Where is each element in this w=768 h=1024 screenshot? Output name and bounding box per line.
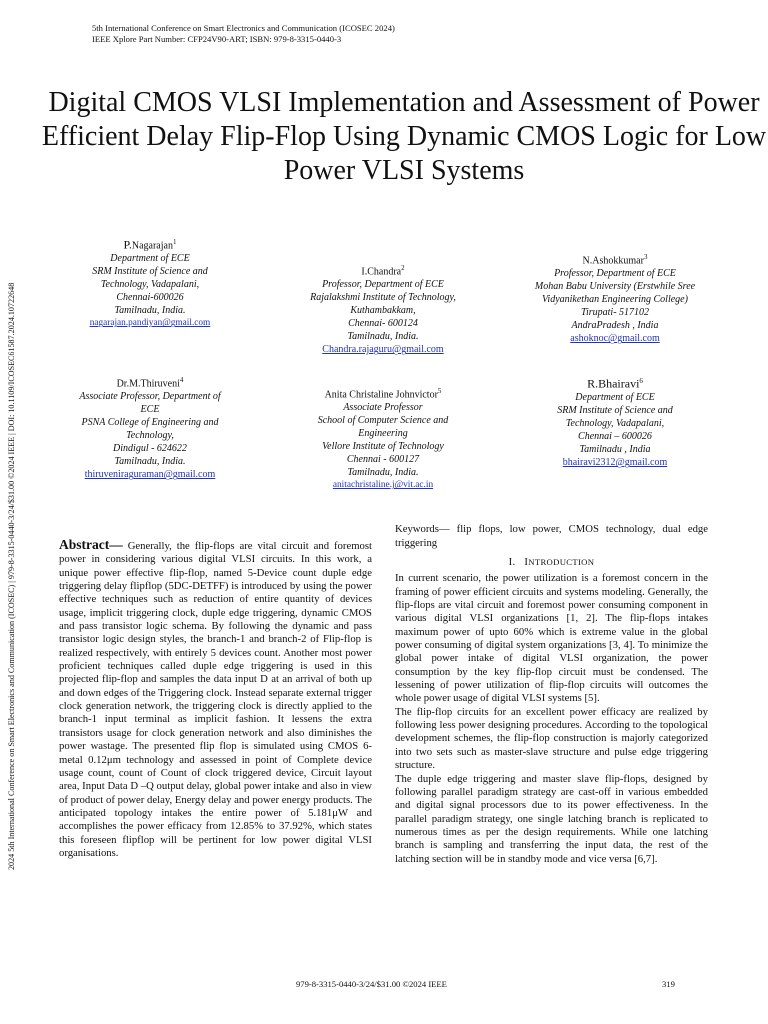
- author-name: P.Nagarajan$^1$: [123, 237, 177, 252]
- author-block-3: [515, 251, 715, 345]
- author-email-link[interactable]: Chandra.rajaguru@gmail.com: [322, 344, 444, 356]
- abstract-text: Generally, the flip-flops are vital circuit and foremost power in considering various digital VLSI circuits. In this work, a unique power effective flip-flop, named 5-Device count duple edge triggering delay flipflop (5DC-DETFF) is introduced by using the power effective techniques such as reduction of entire quantity of devices usage, implicit triggering clock, duple edge triggering, dynamic CMOS and pass transistor logic schema. By following the dynamic and pass transistor logic design styles, the branch-1 and branch-2 of Flip-flop is realized respectively, with entirely 5 devices count. Another most power proficient techniques called duple edge triggering is used in this projected flip-flop and samples the data input D at an arrival of both up and down edges of the Triggering clock. Instead separate external trigger clock generation network, the triggering clock is directly applied to the branch-1 input terminal as implicit fashion. It lessens the extra transistors usage for clock generation network and also diminishes the power wastage. The presented flip flop is simulated using CMOS 6-metal 0.12μm technology and assessed in point of Complete device usage count, count of Count of clock triggered device, Circuit layout area, Input Data D –Q output delay, global power intake and also in view of product of power delay, Energy delay and power energy products. The anticipated topology intakes the entire power of 5.181μW and accomplishes the power efficacy from 12.85% to 37.92%, which states this foreseen flipflop will be pertinent for low power digital VLSI organisations.: [59, 540, 372, 859]
- author-name: Dr.M.Thiruveni$^4$: [116, 376, 184, 390]
- author-affiliation: Department of ECE SRM Institute of Science and Technology, Vadapalani, Chennai-600026 Tamilnadu, India.: [92, 253, 208, 317]
- author-name: N.Ashokkumar$^3$: [582, 253, 648, 267]
- page-number: 319: [662, 979, 675, 989]
- author-email-link[interactable]: thiruveniraguraman@gmail.com: [84, 469, 216, 481]
- author-name: Anita Christaline Johnvictor$^5$: [324, 387, 442, 401]
- intro-paragraph-1: In current scenario, the power utilization is a foremost concern in the framing of power efficient circuits and systems modeling. Generally, the flip-flops are vital circuit and foremost power consuming component in various digital VLSI organizations [1, 2]. The flip-flops intakes maximum power of upto 60% which is extreme value in the global power consuming of digital system organizations [3, 4]. To minimize the global power intake of digital VLSI organization, the power consumption by the key flip-flop circuit must be condensed. The lessening of power utilization of flip-flop circuits will outcomes the whole power usage of digital VLSI systems [5].: [395, 572, 708, 705]
- section-heading-introduction: I. INTRODUCTION: [508, 556, 595, 568]
- author-block-1: [50, 236, 250, 330]
- author-email-link[interactable]: nagarajan.pandiyan@gmail.com: [89, 318, 211, 329]
- author-affiliation: Department of ECE SRM Institute of Science and Technology, Vadapalani, Chennai – 600026 Tamilnadu , India: [557, 392, 673, 456]
- doi-side-text: 2024 5th International Conference on Smart Electronics and Communication (ICOSEC) | 979-8-3315-0440-3/24/$31.00 ©2024 IEEE | DOI: 10.1109/ICOSEC61587.2024.10722648: [7, 282, 16, 870]
- author-affiliation: Professor, Department of ECE Rajalakshmi Institute of Technology, Kuthambakkam, Chennai- 600124 Tamilnadu, India.: [310, 279, 456, 343]
- keywords: Keywords— flip flops, low power, CMOS technology, dual edge triggering: [395, 523, 708, 549]
- author-block-4: [50, 374, 250, 481]
- conference-header: [92, 23, 395, 45]
- author-block-6: [515, 375, 715, 469]
- author-email-link[interactable]: ashoknoc@gmail.com: [570, 333, 660, 345]
- author-affiliation: Associate Professor, Department of ECE PSNA College of Engineering and Technology, Dindigul - 624622 Tamilnadu, India.: [79, 391, 221, 468]
- paper-title: Digital CMOS VLSI Implementation and Assessment of Power Efficient Delay Flip-Flop Using Dynamic CMOS Logic for Low Power VLSI Systems: [41, 87, 767, 186]
- author-block-5: [283, 385, 483, 492]
- abstract-paragraph: [59, 538, 372, 860]
- intro-paragraph-2: The flip-flop circuits for an excellent power efficacy are realized by following less power designing procedures. According to the topological development schemes, the flip-flop construction is majorly categorized into two sets such as master-slave structure and pulse edge triggering structure.: [395, 705, 708, 772]
- author-name: R.Bhairavi$^6$: [587, 376, 643, 391]
- header-line-2: IEEE Xplore Part Number: CFP24V90-ART; ISBN: 979-8-3315-0440-3: [92, 34, 342, 44]
- header-line-1: 5th International Conference on Smart Electronics and Communication (ICOSEC 2024): [92, 23, 395, 33]
- footer-copyright: 979-8-3315-0440-3/24/$31.00 ©2024 IEEE: [296, 979, 447, 989]
- author-affiliation: Professor, Department of ECE Mohan Babu University (Erstwhile Sree Vidyanikethan Engineering College) Tirupati- 517102 AndraPradesh , India: [534, 268, 696, 332]
- right-column: [395, 522, 708, 866]
- author-name: I.Chandra$^2$: [361, 264, 405, 278]
- author-email-link[interactable]: bhairavi2312@gmail.com: [562, 457, 668, 469]
- intro-paragraph-3: The duple edge triggering and master slave flip-flops, designed by following parallel paradigm strategy are cast-off in various embedded and digital signal processors due to its power effectiveness. In the parallel paradigm strategy, one single latching branch is replicated to numerous times as per the design requirements. While one latching branch is sampling and transferring the input data, the rest of the latching section will be in standby mode and vice versa [6,7].: [395, 772, 708, 865]
- author-email-link[interactable]: anitachristaline.j@vit.ac.in: [332, 480, 434, 491]
- abstract-heading: Abstract—: [59, 537, 123, 552]
- author-affiliation: Associate Professor School of Computer Science and Engineering Vellore Institute of Technology Chennai - 600127 Tamilnadu, India.: [317, 402, 449, 479]
- abstract-section: [59, 538, 372, 860]
- author-block-2: [283, 262, 483, 356]
